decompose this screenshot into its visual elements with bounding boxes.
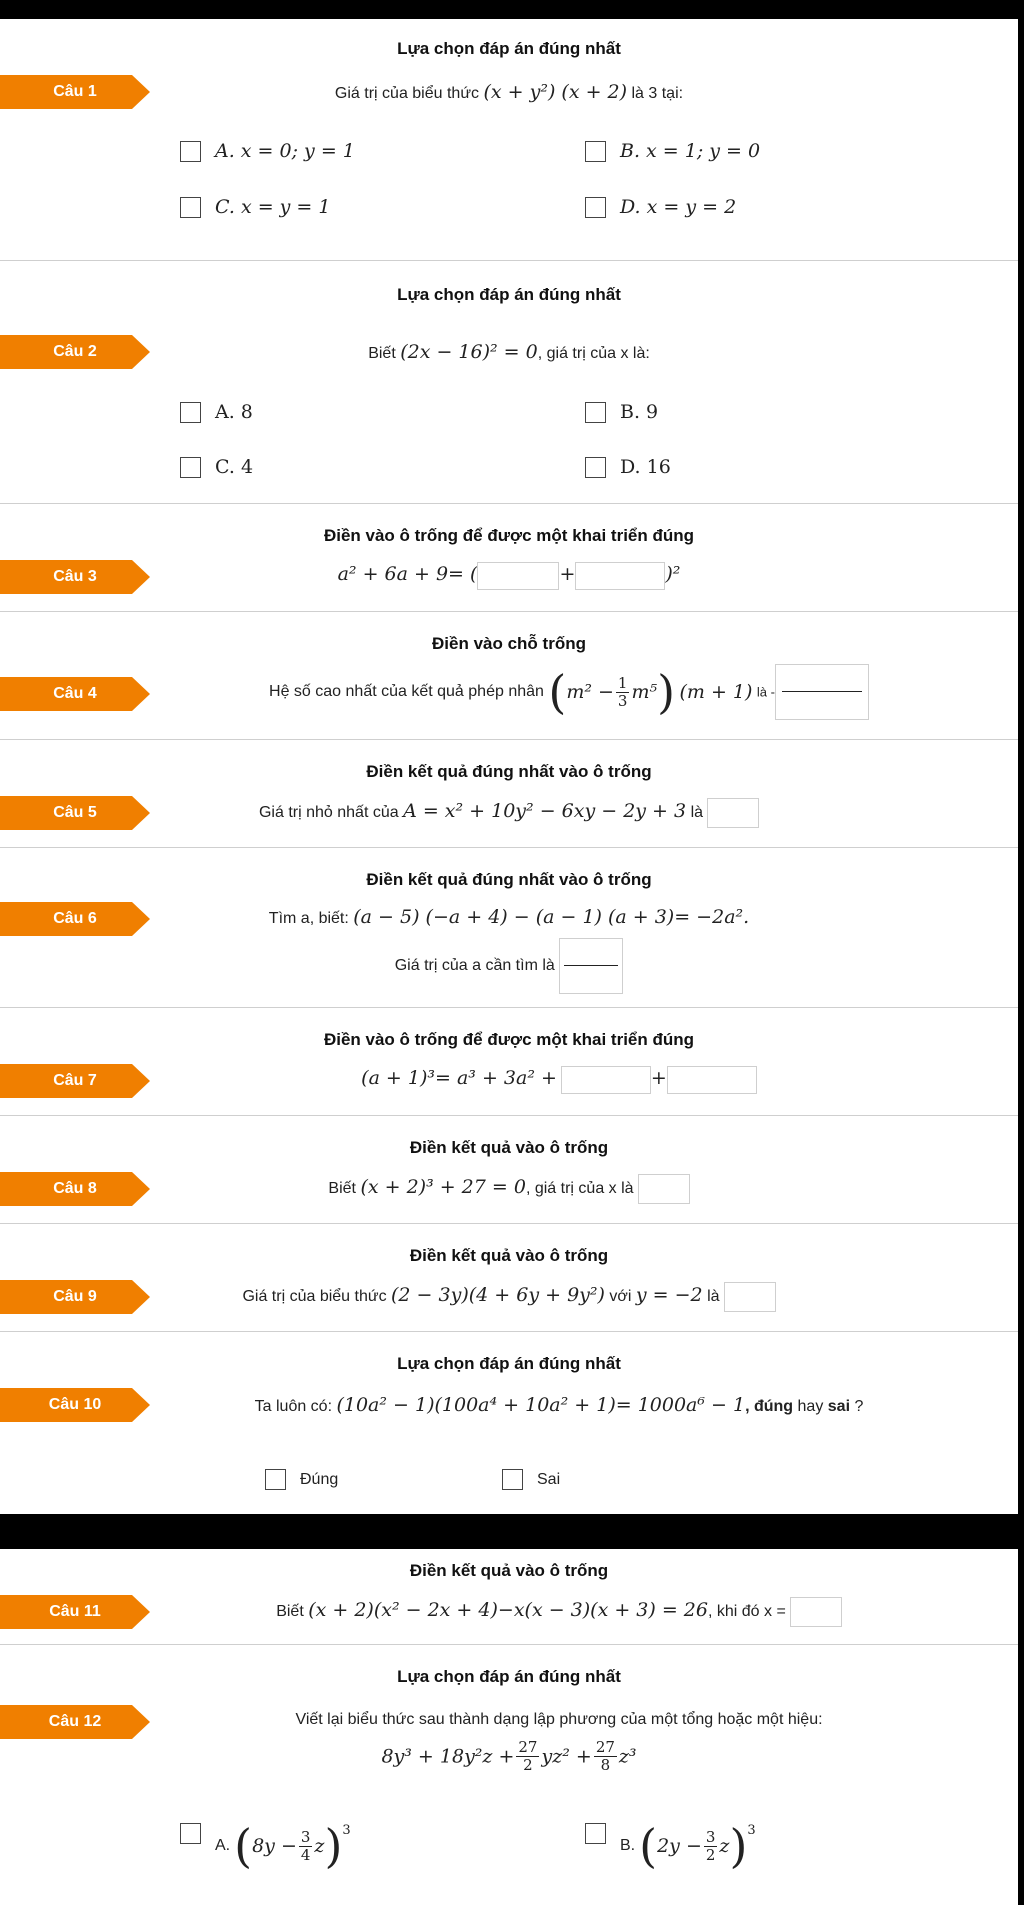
question-number-badge: Câu 12 bbox=[0, 1705, 150, 1739]
question-prompt-line2: Giá trị của a cần tìm là bbox=[0, 938, 1018, 994]
question-title: Lựa chọn đáp án đúng nhất bbox=[397, 1354, 621, 1373]
question-number-badge: Câu 7 bbox=[0, 1064, 150, 1098]
expansion-expression: (a + 1)³= a³ + 3a² + + bbox=[0, 1066, 1018, 1094]
quiz-panel-1 bbox=[0, 19, 1018, 1514]
question-prompt: Giá trị nhỏ nhất của A = x² + 10y² − 6xy − 2y + 3 là bbox=[0, 798, 1018, 828]
checkbox[interactable] bbox=[180, 141, 201, 162]
question-title: Lựa chọn đáp án đúng nhất bbox=[397, 39, 621, 58]
option-d[interactable]: D. 16 bbox=[585, 456, 671, 478]
question-number-badge: Câu 1 bbox=[0, 75, 150, 109]
question-title: Điền kết quả đúng nhất vào ô trống bbox=[366, 870, 652, 889]
answer-blank-1[interactable] bbox=[477, 562, 559, 590]
question-9 bbox=[0, 1224, 1018, 1332]
question-title: Điền vào chỗ trống bbox=[432, 634, 586, 653]
question-number-badge: Câu 6 bbox=[0, 902, 150, 936]
question-prompt: Hệ số cao nhất của kết quả phép nhân (m² − $\frac{1}{3}$ m⁵) (m + 1) là - bbox=[0, 664, 1018, 720]
question-title: Lựa chọn đáp án đúng nhất bbox=[397, 1667, 621, 1686]
checkbox[interactable] bbox=[585, 197, 606, 218]
option-c[interactable]: C. x = y = 1 bbox=[180, 196, 330, 218]
question-prompt: Giá trị của biểu thức (x + y²) (x + 2) là 3 tại: bbox=[334, 81, 684, 103]
question-12 bbox=[0, 1645, 1018, 1905]
question-title: Điền vào ô trống để được một khai triển đúng bbox=[323, 1030, 695, 1049]
expression-to-rewrite: 8y³ + 18y²z + $\frac{27}{2}$ yz² + $\frac{27}{8}$ z³ bbox=[381, 1738, 637, 1774]
option-b[interactable]: B. 9 bbox=[585, 401, 658, 423]
option-b[interactable]: B. ( 2y − $\frac{3}{2}$ z ) $^3$ bbox=[585, 1823, 756, 1869]
question-3 bbox=[0, 504, 1018, 612]
option-a[interactable]: A. x = 0; y = 1 bbox=[180, 140, 355, 162]
question-prompt: Viết lại biểu thức sau thành dạng lập phương của một tổng hoặc một hiệu: bbox=[295, 1711, 823, 1728]
question-prompt: Ta luôn có: (10a² − 1)(100a⁴ + 10a² + 1)= 1000a⁶ − 1, đúng hay sai ? bbox=[254, 1394, 864, 1416]
answer-blank[interactable] bbox=[638, 1174, 690, 1204]
question-title: Điền kết quả vào ô trống bbox=[409, 1246, 609, 1265]
checkbox[interactable] bbox=[265, 1469, 286, 1490]
question-4 bbox=[0, 612, 1018, 740]
checkbox[interactable] bbox=[180, 1823, 201, 1844]
answer-blank-2[interactable] bbox=[575, 562, 665, 590]
question-1 bbox=[0, 19, 1018, 261]
answer-blank-1[interactable] bbox=[561, 1066, 651, 1094]
question-number-badge: Câu 2 bbox=[0, 335, 150, 369]
answer-blank[interactable] bbox=[724, 1282, 776, 1312]
checkbox[interactable] bbox=[180, 457, 201, 478]
checkbox[interactable] bbox=[585, 141, 606, 162]
question-number-badge: Câu 10 bbox=[0, 1388, 150, 1422]
question-6 bbox=[0, 848, 1018, 1008]
question-title: Điền kết quả đúng nhất vào ô trống bbox=[366, 762, 652, 781]
option-a[interactable]: A. ( 8y − $\frac{3}{4}$ z ) $^3$ bbox=[180, 1823, 351, 1869]
checkbox[interactable] bbox=[585, 457, 606, 478]
question-10 bbox=[0, 1332, 1018, 1514]
question-number-badge: Câu 5 bbox=[0, 796, 150, 830]
question-2 bbox=[0, 261, 1018, 504]
option-b[interactable]: B. x = 1; y = 0 bbox=[585, 140, 760, 162]
checkbox[interactable] bbox=[502, 1469, 523, 1490]
question-prompt: Biết (x + 2)³ + 27 = 0, giá trị của x là bbox=[0, 1174, 1018, 1204]
question-number-badge: Câu 3 bbox=[0, 560, 150, 594]
answer-blank[interactable] bbox=[707, 798, 759, 828]
checkbox[interactable] bbox=[180, 197, 201, 218]
question-prompt: Tìm a, biết: (a − 5) (−a + 4) − (a − 1) (a + 3)= −2a². bbox=[268, 906, 750, 928]
answer-blank-2[interactable] bbox=[667, 1066, 757, 1094]
question-title: Lựa chọn đáp án đúng nhất bbox=[397, 285, 621, 304]
question-number-badge: Câu 8 bbox=[0, 1172, 150, 1206]
question-title: Điền vào ô trống để được một khai triển đúng bbox=[323, 526, 695, 545]
expansion-expression: a² + 6a + 9= ( + )² bbox=[0, 562, 1018, 590]
question-number-badge: Câu 4 bbox=[0, 677, 150, 711]
question-number-badge: Câu 11 bbox=[0, 1595, 150, 1629]
option-d[interactable]: D. x = y = 2 bbox=[585, 196, 736, 218]
option-c[interactable]: C. 4 bbox=[180, 456, 253, 478]
checkbox[interactable] bbox=[585, 1823, 606, 1844]
question-prompt: Giá trị của biểu thức (2 − 3y)(4 + 6y + 9y²) với y = −2 là bbox=[0, 1282, 1018, 1312]
option-false[interactable]: Sai bbox=[502, 1469, 560, 1490]
question-7 bbox=[0, 1008, 1018, 1116]
question-8 bbox=[0, 1116, 1018, 1224]
fraction-answer-blank[interactable] bbox=[775, 664, 869, 720]
question-11 bbox=[0, 1549, 1018, 1645]
question-5 bbox=[0, 740, 1018, 848]
question-title: Điền kết quả vào ô trống bbox=[409, 1561, 609, 1580]
question-number-badge: Câu 9 bbox=[0, 1280, 150, 1314]
question-title: Điền kết quả vào ô trống bbox=[409, 1138, 609, 1157]
question-prompt: Biết (x + 2)(x² − 2x + 4)−x(x − 3)(x + 3) = 26, khi đó x = bbox=[0, 1597, 1018, 1627]
fraction-answer-blank[interactable] bbox=[559, 938, 623, 994]
checkbox[interactable] bbox=[585, 402, 606, 423]
answer-blank[interactable] bbox=[790, 1597, 842, 1627]
option-true[interactable]: Đúng bbox=[265, 1469, 338, 1490]
checkbox[interactable] bbox=[180, 402, 201, 423]
quiz-panel-2 bbox=[0, 1549, 1018, 1905]
question-prompt: Biết (2x − 16)² = 0, giá trị của x là: bbox=[368, 341, 650, 363]
option-a[interactable]: A. 8 bbox=[180, 401, 253, 423]
